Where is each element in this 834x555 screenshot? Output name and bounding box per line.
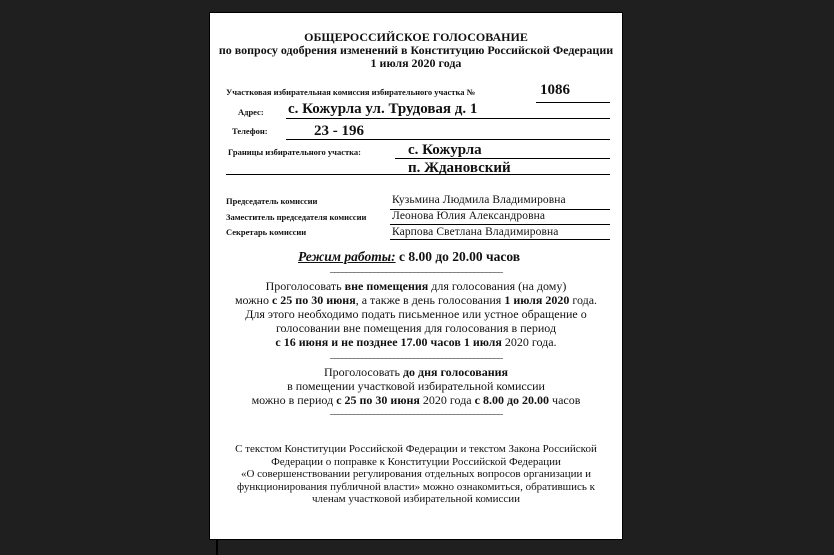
official-name-chairman: Кузьмина Людмила Владимировна [392, 194, 566, 206]
footer-line-1: С текстом Конституции Российской Федерации и текстом Закона Российской [235, 443, 597, 455]
official-name-chairman-clip [392, 194, 610, 207]
home-voting-l1-pre: Проголосовать [265, 279, 345, 293]
home-voting-l5-post: 2020 года. [501, 335, 557, 349]
official-name-secretary-clip [392, 226, 610, 238]
early-voting-l1-bold: до дня голосования [402, 365, 509, 379]
address-label: Адрес: [238, 107, 264, 117]
schedule-label: Режим работы: [298, 249, 396, 264]
title-line-1: ОБЩЕРОССИЙСКОЕ ГОЛОСОВАНИЕ [304, 30, 528, 44]
official-role-chairman: Председатель комиссии [226, 196, 318, 206]
official-name-secretary: Карпова Светлана Владимировна [392, 226, 559, 238]
title-line-2: по вопросу одобрения изменений в Конституцию Российской Федерации [218, 43, 614, 57]
early-voting-line-1 [210, 365, 622, 379]
footer-line-4: функционирования публичной власти» можно ознакомиться, обратившись к [236, 480, 596, 493]
early-voting-l3-pre: можно в период [251, 393, 337, 407]
footer-line-2: Федерации о поправке к Конституции Российской Федерации [271, 455, 561, 468]
home-voting-line-1 [210, 279, 622, 293]
constitution-notice [210, 443, 622, 506]
home-voting-l1-post: для голосования (на дому) [428, 279, 567, 293]
early-voting-l3-bold1: с 25 по 30 июня [336, 393, 420, 407]
borders-value-2-clip [408, 160, 608, 174]
home-voting-l2-pre: можно [234, 293, 272, 307]
notice-sheet [209, 12, 623, 540]
home-voting-line-3: Для этого необходимо подать письменное или устное обращение о [245, 307, 587, 321]
schedule-value: с 8.00 до 20.00 часов [398, 249, 521, 264]
official-role-secretary: Секретарь комиссии [226, 227, 307, 237]
early-voting-block [210, 365, 622, 407]
borders-label: Границы избирательного участка: [228, 147, 361, 157]
sheet-edge-mark [216, 540, 218, 555]
footer-line-5: членам участковой избирательной комиссии [311, 493, 521, 505]
early-voting-l3-post: часов [549, 393, 581, 407]
borders-value-1: с. Кожурла [408, 142, 482, 158]
notice-title [210, 31, 622, 70]
borders-value-2: п. Ждановский [408, 160, 511, 174]
official-role-deputy: Заместитель председателя комиссии [226, 212, 367, 222]
early-voting-l3-mid: 2020 года [419, 393, 475, 407]
commission-label: Участковая избирательная комиссия избирательного участка № [226, 87, 476, 97]
title-line-3: 1 июля 2020 года [370, 56, 462, 70]
home-voting-line-5 [210, 335, 622, 349]
early-voting-l1-pre: Проголосовать [323, 365, 403, 379]
footer-line-3: «О совершенствовании регулирования отдельных вопросов организации и [240, 468, 592, 480]
official-name-deputy: Леонова Юлия Александровна [392, 210, 546, 222]
home-voting-line-4: голосовании вне помещения для голосования в период [275, 321, 557, 335]
early-voting-l3-bold2: с 8.00 до 20.00 [474, 393, 550, 407]
home-voting-l5-bold: с 16 июня и не позднее 17.00 часов 1 июля [275, 335, 502, 349]
separator-2: ___________________________________________ [330, 349, 502, 360]
commission-number: 1086 [540, 82, 570, 98]
home-voting-block [210, 279, 622, 349]
home-voting-l2-post: года. [569, 293, 598, 307]
home-voting-line-2 [210, 293, 622, 307]
home-voting-l1-bold: вне помещения [344, 279, 429, 293]
separator-3: ___________________________________________ [330, 405, 502, 416]
home-voting-l2-mid: , а также в день голосования [355, 293, 505, 307]
phone-value: 23 - 196 [314, 123, 364, 139]
borders-line-2 [226, 173, 610, 175]
separator-1: ___________________________________________ [330, 263, 502, 274]
address-value: с. Кожурла ул. Трудовая д. 1 [288, 101, 478, 117]
home-voting-l2-bold1: с 25 по 30 июня [271, 293, 356, 307]
official-name-deputy-clip [392, 210, 610, 223]
phone-label: Телефон: [232, 126, 268, 136]
home-voting-l2-bold2: 1 июля 2020 [504, 293, 570, 307]
early-voting-line-2: в помещении участковой избирательной комиссии [287, 379, 545, 393]
